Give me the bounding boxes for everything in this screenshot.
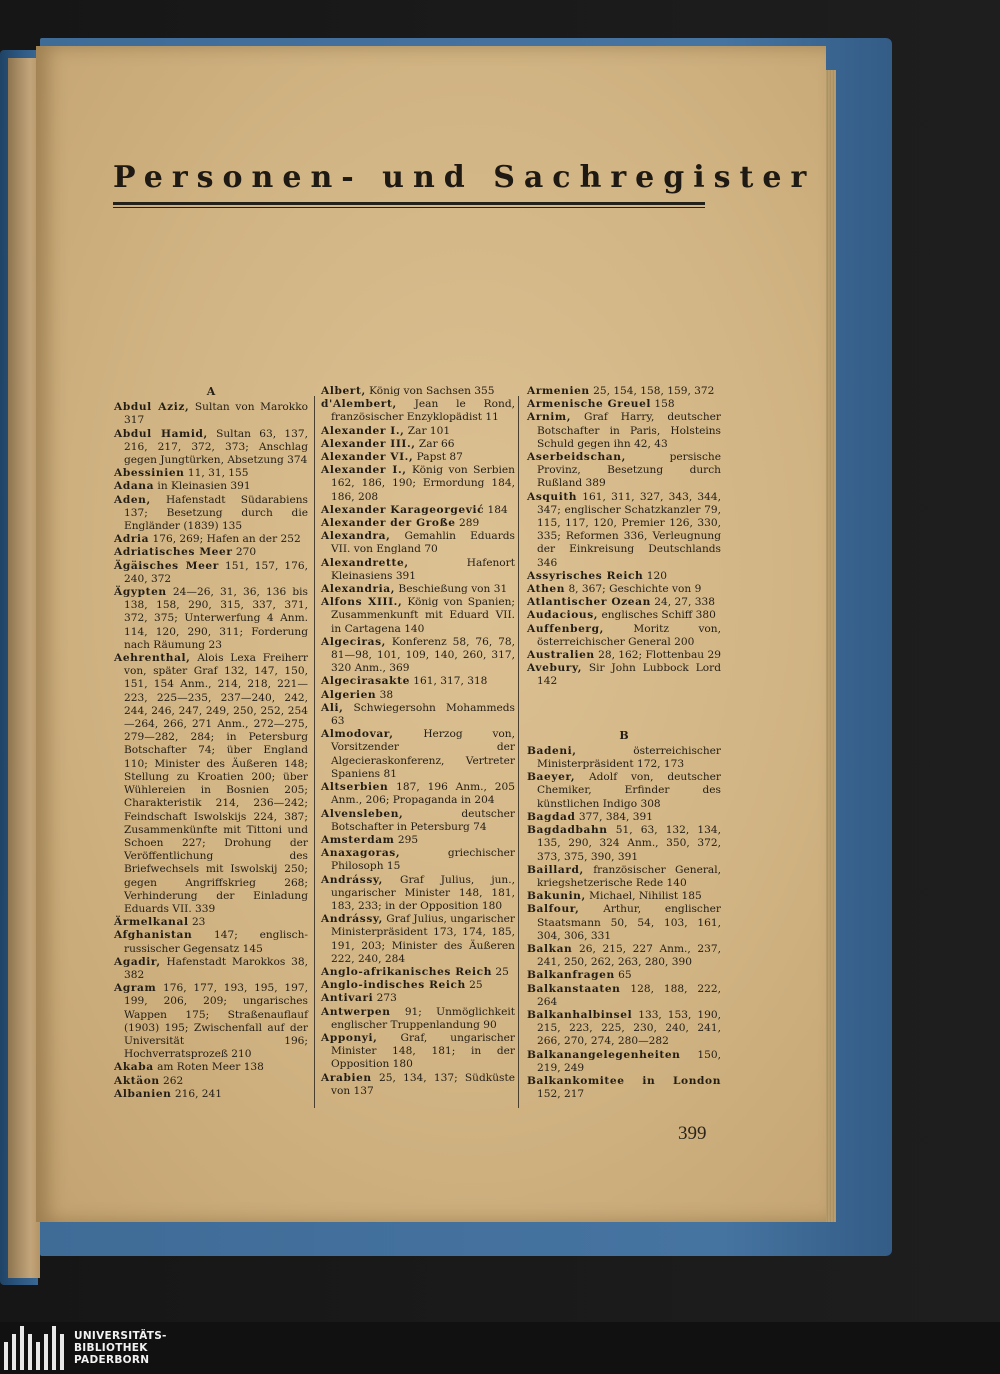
index-entry [527,649,721,662]
index-entry [527,609,721,622]
index-entry-keyword: Badeni, [527,744,577,757]
index-entry [321,689,515,702]
index-entry-keyword: Australien [527,649,595,662]
index-entry [527,596,721,609]
index-letter-heading: A [206,385,216,398]
index-entry-references: 128, 188, 222, 264 [537,982,721,1008]
index-entry-keyword: Antivari [321,992,374,1005]
index-entry-keyword: Baeyer, [527,771,576,784]
index-entry-references: 273 [373,992,397,1005]
index-entry [114,956,308,982]
index-entry-keyword: Abdul Hamid, [114,427,208,440]
index-entry [321,583,515,596]
index-entry-references: Graf Julius, ungarischer Ministerpräsident 173, 174, 185, 191, 203; Minister des Äußeren 222, 240, 284 [331,913,515,965]
index-entry-references: französischer General, kriegshetzerische Rede 140 [537,863,721,889]
index-entry-keyword: Alexander VI., [321,451,414,464]
index-entry-references: Hafenstadt Marokkos 38, 382 [124,955,308,981]
index-entry-references: 120 [643,569,667,582]
index-entry-keyword: Atlantischer Ozean [527,596,651,609]
index-entry-keyword: Aserbeidschan, [527,451,626,464]
index-entry-keyword: Algerien [321,688,377,701]
index-entry-keyword: Assyrisches Reich [527,569,644,582]
index-entry [321,636,515,676]
index-entry-references: Arthur, englischer Staatsmann 50, 54, 103, 161, 304, 306, 331 [537,903,721,942]
index-entry [527,398,721,411]
index-entry-references: persische Provinz, Besetzung durch Rußland 389 [537,451,721,490]
index-entry [321,398,515,424]
index-entry-keyword: Balkanfragen [527,969,615,982]
index-entry-keyword: Bakunin, [527,890,586,903]
index-entry [321,1032,515,1072]
index-entry-keyword: Alexander I., [321,464,407,477]
index-entry-references: 24—26, 31, 36, 136 bis 138, 158, 290, 315, 337, 371, 372, 375; Unterwerfung 4 Anm. 114, 120, 290, 311; Forderung nach Räumung 23 [124,586,308,651]
index-entry [114,652,308,916]
index-entry-keyword: Antwerpen [321,1005,391,1018]
library-footer [0,1322,1000,1374]
index-entry-keyword: Alexandria, [321,583,396,596]
index-entry-keyword: Agadir, [114,955,161,968]
index-entry-references: deutscher Botschafter in Petersburg 74 [331,807,515,833]
index-column-1 [114,385,308,1101]
index-entry-references: König von Sachsen 355 [365,385,495,397]
index-entry-keyword: Athen [527,583,566,596]
index-entry-references: Beschießung von 31 [395,583,508,596]
index-entry-keyword: Balkankomitee in London [527,1074,721,1087]
index-entry-keyword: Anglo-indisches Reich [321,979,466,992]
index-entry-references: 147; englisch-russischer Gegensatz 145 [124,929,308,955]
index-entry-keyword: Albanien [114,1087,172,1100]
index-entry [321,874,515,914]
index-letter-heading: B [619,728,629,742]
index-entry [321,596,515,636]
index-entry-keyword: Akaba [114,1061,154,1074]
library-name-line: UNIVERSITÄTS- [74,1330,167,1342]
index-entry-keyword: Agram [114,982,157,995]
index-entry-keyword: d'Alembert, [321,398,397,411]
index-entry [321,425,515,438]
index-entry-keyword: Abessinien [114,467,185,480]
index-entry-references: 270 [232,546,257,559]
index-entry-keyword: Alexander I., [321,424,405,437]
index-entry [321,530,515,556]
library-name-line: BIBLIOTHEK [74,1342,148,1354]
index-entry-references: Sir John Lubbock Lord 142 [537,662,721,688]
index-entry-references: Graf Harry, deutscher Botschafter in Paris, Holsteins Schuld gegen ihn 42, 43 [537,411,721,450]
library-name-line: PADERBORN [74,1354,150,1366]
index-entry [321,847,515,873]
index-entry-references: Moritz von, österreichischer General 200 [537,622,721,648]
index-entry-keyword: Almodovar, [321,728,394,741]
index-entry-references: Alois Lexa Freiherr von, später Graf 132, 147, 150, 151, 154 Anm., 214, 218, 221—223, 225—235, 237—240, 242, 244, 246, 247, 249, 250, 252, 254—264, 266, 271 Anm., 272—275, 279—282, 284; in Petersburg Botschafter 74; über England 110; Minister des Äußeren 148; Stellung zu Kroatien 200; über Wühlereien in Bosnien 205; Charakteristik 214, 236—242; Feindschaft Iswolskijs 224, 387; Zusammenkünfte mit Tittoni und Schoen 227; Drohung der Veröffentlichung des Briefwechsels mit Iswolskij 250; gegen Angriffskrieg 268; Verhinderung der Einladung Eduards VII. 339 [124,652,308,915]
index-entry-keyword: Alfons XIII., [321,596,403,609]
index-entry-references: 377, 384, 391 [575,810,654,823]
index-entry-keyword: Algeciras, [321,635,386,648]
index-entry-references: 152, 217 [537,1088,585,1101]
index-entry-references: 25 [492,965,509,978]
index-entry [527,771,721,811]
index-entry [321,1072,515,1098]
index-entry-references: Hafenort Kleinasiens 391 [331,556,515,582]
index-entry-references: 91; Unmöglichkeit englischer Truppenlandung 90 [331,1005,515,1031]
index-entry-keyword: Anaxagoras, [321,847,401,860]
index-entry-references: Sultan von Marokko 317 [124,401,308,427]
index-entry [527,1049,721,1075]
index-entry [527,385,721,398]
index-entry-keyword: Andrássy, [321,873,383,886]
index-entry-keyword: Ali, [321,701,344,714]
index-entry [321,808,515,834]
index-entry-references: 150, 219, 249 [537,1048,721,1074]
index-entry [114,1088,308,1101]
index-entry-references: 25 [465,979,483,992]
library-name [74,1330,167,1366]
index-entry-references: König von Serbien 162, 186, 190; Ermordung 184, 186, 208 [331,464,515,503]
index-entry [321,557,515,583]
index-entry-references: 11, 31, 155 [184,467,249,480]
index-entry-keyword: Ägypten [114,586,167,599]
index-entry [527,623,721,649]
index-entry-references: 161, 317, 318 [409,675,488,688]
index-entry [321,992,515,1005]
index-entry-references: 176, 269; Hafen an der 252 [149,533,301,546]
index-entry [527,1009,721,1049]
index-entry-keyword: Alvensleben, [321,807,404,820]
index-entry [321,517,515,530]
index-entry-references: englisches Schiff 380 [598,609,716,622]
index-entry [114,428,308,468]
index-entry [527,983,721,1009]
index-entry-references: österreichischer Ministerpräsident 172, 173 [537,744,721,771]
index-entry-references: Gemahlin Eduards VII. von England 70 [331,530,515,556]
page-title: Personen- und Sachregister [113,160,816,195]
index-entry-references: 161, 311, 327, 343, 344, 347; englischer Schatzkanzler 79, 115, 117, 120, Premier 126, 330, 335; Reformen 336, Verleugnung der Einkreisung Deutschlands 346 [537,490,721,569]
page-number: 399 [678,1123,707,1144]
index-entry-keyword: Abdul Aziz, [114,401,190,414]
index-entry-keyword: Aden, [114,493,151,506]
index-entry-references: Herzog von, Vorsitzender der Algecieraskonferenz, Vertreter Spaniens 81 [331,728,515,780]
column-divider [518,396,519,1108]
index-entry-references: 51, 63, 132, 134, 135, 290, 324 Anm., 350, 372, 373, 375, 390, 391 [537,824,721,863]
index-entry-keyword: Alexander der Große [321,517,456,530]
index-entry-references: Papst 87 [413,451,463,464]
index-entry-references: Zar 101 [404,424,451,437]
index-entry-keyword: Audacious, [527,609,599,622]
index-entry [527,824,721,864]
index-entry [527,1075,721,1101]
index-entry [527,811,721,824]
index-entry [321,464,515,504]
index-entry [114,982,308,1061]
index-entry-keyword: Adana [114,480,155,493]
index-entry-keyword: Baillard, [527,863,584,876]
index-entry-references: 24, 27, 338 [650,596,715,609]
index-entry [321,1006,515,1032]
index-entry-keyword: Armenien [527,385,590,397]
index-entry [114,480,308,493]
index-entry-references: 65 [614,969,632,982]
index-entry-keyword: Alexandra, [321,530,391,543]
index-entry-references: 216, 241 [171,1087,223,1100]
index-entry [114,546,308,559]
index-entry [321,504,515,517]
index-entry-references: Graf, ungarischer Minister 148, 181; in der Opposition 180 [331,1031,515,1071]
index-entry [114,916,308,929]
index-entry-references: Konferenz 58, 76, 78, 81—98, 101, 109, 140, 260, 317, 320 Anm., 369 [331,635,515,675]
index-entry-references: 176, 177, 193, 195, 197, 199, 206, 209; ungarisches Wappen 175; Straßenauflauf (1903) 195; Zwischenfall auf der Universität 196; Hochverratsprozeß 210 [124,982,308,1061]
index-entry-references: 151, 157, 176, 240, 372 [124,559,308,585]
index-entry-keyword: Balkanstaaten [527,982,621,995]
index-entry [114,533,308,546]
index-entry-references: 184 [484,503,508,516]
index-entry-keyword: Adria [114,533,150,546]
index-entry [527,662,721,688]
index-entry [527,903,721,943]
index-entry-keyword: Auffenberg, [527,622,604,635]
index-entry-references: in Kleinasien 391 [154,480,251,493]
index-entry [527,570,721,583]
index-entry-references: 133, 153, 190, 215, 223, 225, 230, 240, 241, 266, 270, 274, 280—282 [537,1008,721,1048]
index-entry-references: Adolf von, deutscher Chemiker, Erfinder des künstlichen Indigo 308 [537,771,721,810]
index-entry [321,913,515,966]
index-column-3 [527,385,721,1101]
index-entry [321,781,515,807]
library-logo-icon [4,1326,64,1370]
index-entry-keyword: Albert, [321,385,366,397]
index-entry-keyword: Balfour, [527,903,580,916]
index-entry-references: Hafenstadt Südarabiens 137; Besetzung durch die Engländer (1839) 135 [124,493,308,533]
index-entry-references: 38 [376,688,394,701]
index-entry-references: Michael, Nihilist 185 [585,890,702,903]
index-entry-references: 8, 367; Geschichte von 9 [565,583,702,596]
index-entry-references: Zar 66 [415,437,455,450]
index-entry-keyword: Afghanistan [114,929,193,942]
index-entry-references: 26, 215, 227 Anm., 237, 241, 250, 262, 263, 280, 390 [537,942,721,969]
index-entry-keyword: Aehrenthal, [114,652,191,665]
index-entry-references: 289 [455,517,480,530]
index-entry-references: 187, 196 Anm., 205 Anm., 206; Propaganda in 204 [331,781,515,807]
index-entry-keyword: Arnim, [527,411,572,424]
index-entry-keyword: Ägäisches Meer [114,559,219,572]
index-entry-references: 25, 154, 158, 159, 372 [589,385,715,397]
index-entry-keyword: Balkanangelegenheiten [527,1048,681,1061]
index-entry [321,438,515,451]
index-entry [527,969,721,982]
index-entry [114,560,308,586]
index-entry [527,411,721,451]
index-entry [527,864,721,890]
index-entry [114,494,308,534]
index-entry-references: Schwiegersohn Mohammeds 63 [331,701,515,728]
index-entry-references: Jean le Rond, französischer Enzyklopädist 11 [331,398,515,424]
index-entry [527,451,721,491]
index-entry [114,467,308,480]
index-entry-references: König von Spanien; Zusammenkunft mit Eduard VII. in Cartagena 140 [331,596,515,635]
index-entry [527,583,721,596]
index-entry [527,943,721,969]
index-entry [321,385,515,398]
index-entry-references: 158 [651,398,675,411]
index-entry-keyword: Ärmelkanal [114,916,189,929]
index-entry-keyword: Balkanhalbinsel [527,1008,633,1021]
index-entry [114,401,308,427]
index-entry [321,675,515,688]
index-entry-keyword: Alexandrette, [321,556,409,569]
index-entry [321,966,515,979]
index-entry [527,491,721,570]
index-entry [321,451,515,464]
index-entry-keyword: Avebury, [527,662,583,675]
index-entry-keyword: Asquith [527,490,578,503]
index-entry-keyword: Alexander Karageorgević [321,503,485,516]
index-entry [321,702,515,728]
index-entry [114,1075,308,1088]
column-divider [314,396,315,1108]
index-entry [114,586,308,652]
index-entry-keyword: Altserbien [321,781,389,794]
index-entry-references: am Roten Meer 138 [153,1061,264,1074]
index-entry [114,1061,308,1074]
index-entry-keyword: Apponyi, [321,1031,378,1044]
index-entry-references: 28, 162; Flottenbau 29 [594,649,721,662]
index-entry-keyword: Armenische Greuel [527,398,652,411]
index-entry [321,728,515,781]
index-entry-keyword: Arabien [321,1071,372,1084]
index-entry-references: 25, 134, 137; Südküste von 137 [331,1071,515,1097]
index-entry [527,890,721,903]
index-entry-references: Graf Julius, jun., ungarischer Minister 148, 181, 183, 233; in der Opposition 180 [331,873,515,912]
index-entry-references: 295 [394,833,419,846]
index-entry-keyword: Andrássy, [321,913,383,926]
index-entry-keyword: Amsterdam [321,833,395,846]
title-rule [113,202,705,208]
index-entry-keyword: Algecirasakte [321,675,410,688]
index-entry-references: 262 [159,1074,184,1087]
index-entry-references: Sultan 63, 137, 216, 217, 372, 373; Anschlag gegen Jungtürken, Absetzung 374 [124,427,308,467]
index-entry-keyword: Bagdad [527,810,576,823]
index-entry [527,745,721,771]
index-entry-references: 23 [188,916,206,929]
index-entry-keyword: Balkan [527,942,573,955]
index-entry-keyword: Adriatisches Meer [114,546,233,559]
index-entry [321,834,515,847]
index-entry-references: griechischer Philosoph 15 [331,847,515,873]
index-column-2 [321,385,515,1098]
index-entry [321,979,515,992]
index-entry-keyword: Bagdadbahn [527,824,608,837]
index-entry [114,929,308,955]
index-entry-keyword: Alexander III., [321,437,416,450]
index-entry-keyword: Anglo-afrikanisches Reich [321,965,493,978]
index-entry-keyword: Aktäon [114,1074,160,1087]
